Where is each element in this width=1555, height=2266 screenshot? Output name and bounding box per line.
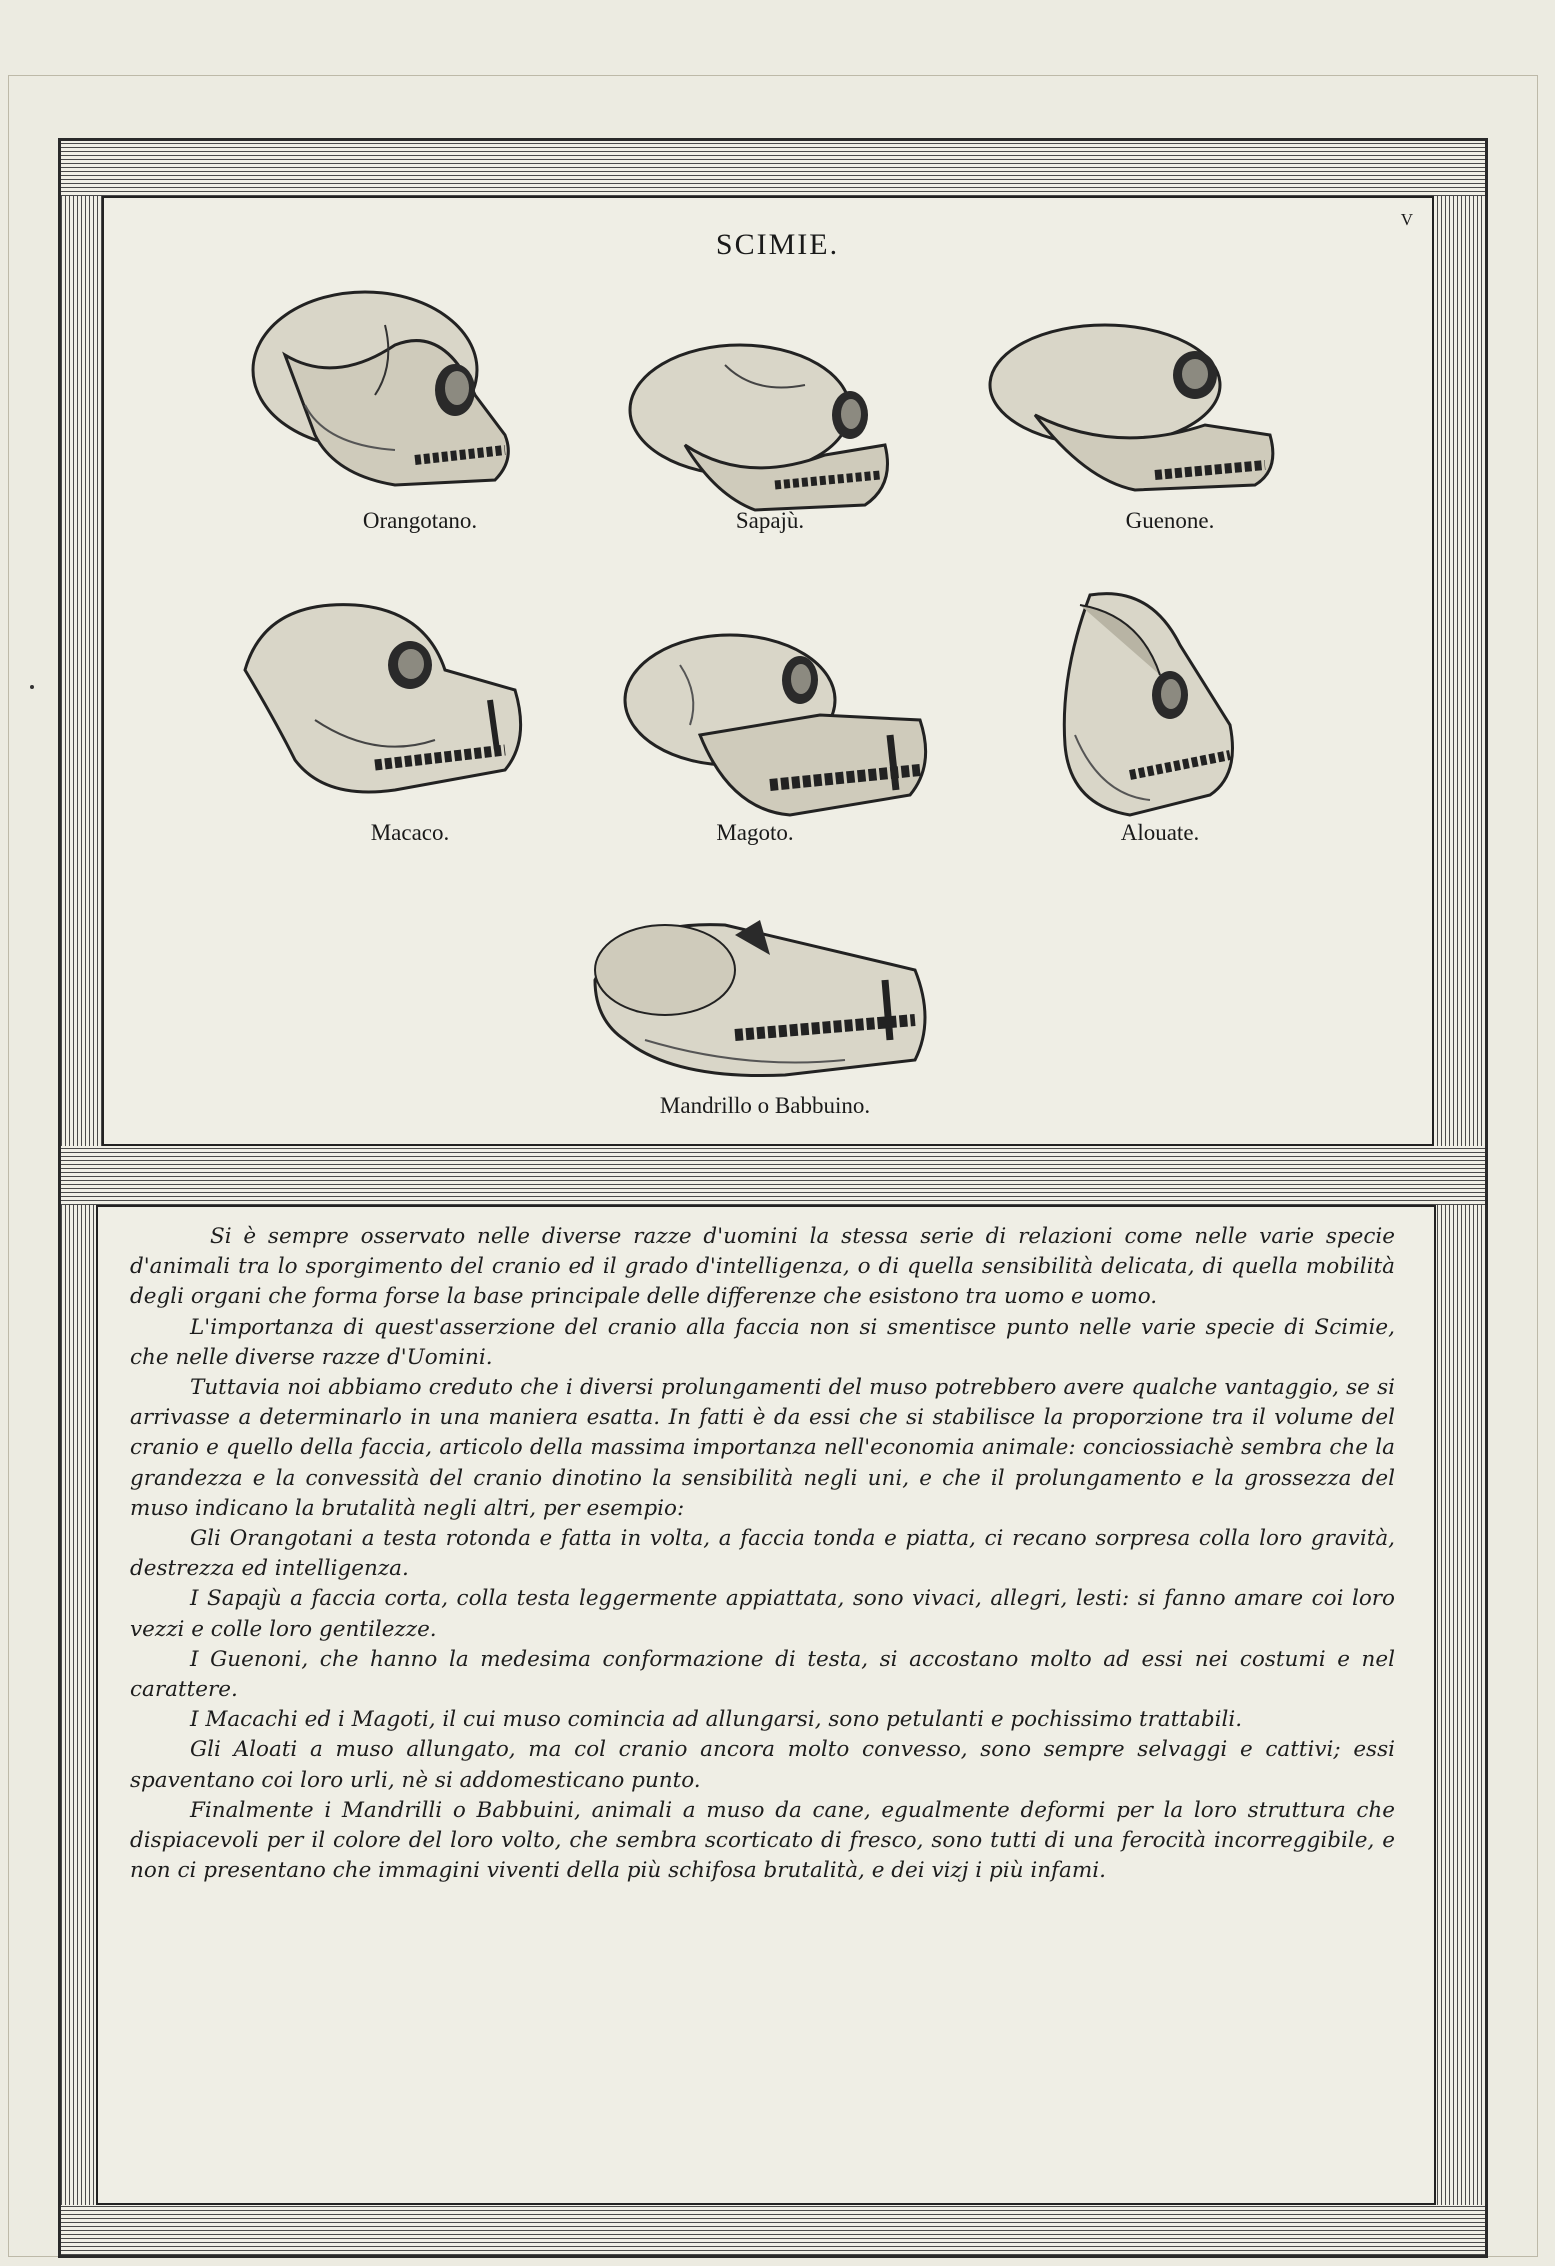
skull-label-mandrillo: Mandrillo o Babbuino. bbox=[659, 1093, 871, 1118]
paragraph: Si è sempre osservato nelle diverse razze d'uomini la stessa serie di relazioni come nelle varie specie d'animali tra lo sporgimento del cranio ed il grado d'intelligenza, o di quella sensibilità delicata, di quella mobilità degli organi che forma forse la base principale delle differenze che esistono tra uomo e uomo. bbox=[130, 1224, 1395, 1310]
skull-label-magoto: Magoto. bbox=[716, 820, 794, 845]
skull-mandrill-icon bbox=[585, 910, 940, 1090]
paragraph: I Guenoni, che hanno la medesima conformazione di testa, si accostano molto ad essi nei costumi e nel carattere. bbox=[130, 1646, 1395, 1703]
skull-howler-icon bbox=[1060, 585, 1240, 825]
skull-sapajou-icon bbox=[625, 335, 905, 515]
skull-label-alouate: Alouate. bbox=[1120, 820, 1200, 845]
plate-number: V bbox=[1400, 210, 1413, 229]
skull-orangutan-icon bbox=[245, 285, 535, 495]
skull-label-sapaju: Sapajù. bbox=[735, 508, 805, 533]
skull-macaque-icon bbox=[235, 590, 525, 810]
paragraph: Tuttavia noi abbiamo creduto che i diversi prolungamenti del muso potrebbero avere qualche vantaggio, se si arrivasse a determinarlo in una maniera esatta. In fatti è da essi che si stabilisce la proporzione tra il volume del cranio e quello della faccia, articolo della massima importanza nell'economia animale: conciossiachè sembra che la grandezza e la convessità del cranio dinotino la sensibilità negli uni, e che il prolungamento e la grossezza del muso indicano la brutalità negli altri, per esempio: bbox=[130, 1375, 1395, 1521]
plate-title: SCIMIE. bbox=[715, 228, 840, 261]
hatched-divider-band bbox=[61, 1146, 1485, 1205]
paragraph: Finalmente i Mandrilli o Babbuini, animali a muso da cane, egualmente deformi per la loro struttura che dispiacevoli per il colore del loro volto, che sembra scorticato di fresco, sono tutti di una ferocità incorreggibile, e non ci presentano che immagini viventi della più schifosa brutalità, e dei vizj i più infami. bbox=[130, 1797, 1395, 1884]
hatched-bottom-band bbox=[61, 2205, 1485, 2255]
skull-magot-icon bbox=[620, 625, 940, 825]
paragraph: I Macachi ed i Magoti, il cui muso comincia ad allungarsi, sono petulanti e pochissimo trattabili. bbox=[190, 1707, 1243, 1733]
skull-guenon-icon bbox=[985, 315, 1290, 500]
paragraph: Gli Aloati a muso allungato, ma col cranio ancora molto convesso, sono sempre selvaggi e cattivi; essi spaventano coi loro urli, nè si addomesticano punto. bbox=[130, 1737, 1395, 1793]
paragraph: L'importanza di quest'asserzione del cranio alla faccia non si smentisce punto nelle varie specie di Scimie, che nelle diverse razze d'Uomini. bbox=[130, 1314, 1395, 1370]
hatched-top-band bbox=[61, 141, 1485, 196]
skull-label-guenone: Guenone. bbox=[1125, 508, 1215, 533]
skull-label-macaco: Macaco. bbox=[370, 820, 450, 845]
skull-label-orangotano: Orangotano. bbox=[362, 508, 478, 533]
paragraph: Gli Orangotani a testa rotonda e fatta in volta, a faccia tonda e piatta, ci recano sorpresa colla loro gravità, destrezza ed intelligenza. bbox=[130, 1526, 1395, 1582]
paragraph: I Sapajù a faccia corta, colla testa leggermente appiattata, sono vivaci, allegri, lesti: si fanno amare coi loro vezzi e colle loro gentilezze. bbox=[130, 1586, 1395, 1642]
descriptive-text bbox=[130, 1222, 1395, 1886]
ink-speck bbox=[30, 685, 34, 689]
